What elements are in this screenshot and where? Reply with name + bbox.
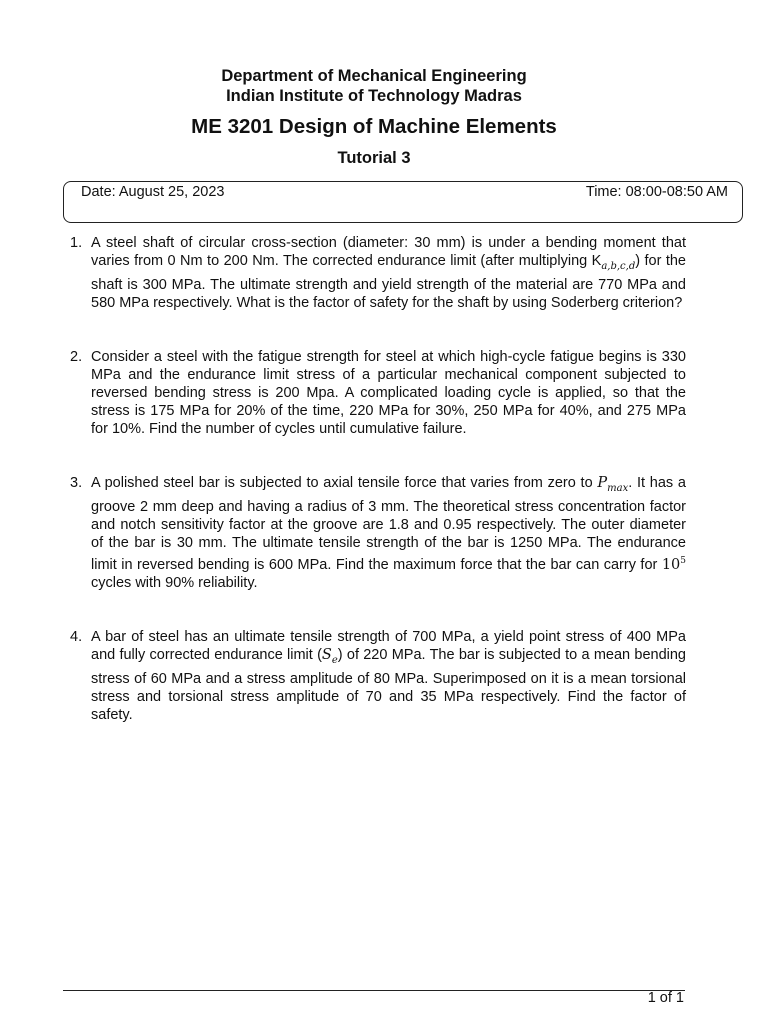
question-number: 2. xyxy=(70,348,83,365)
department-name: Department of Mechanical Engineering xyxy=(221,67,527,85)
date-text: Date: August 25, 2023 xyxy=(81,184,225,200)
question-2 xyxy=(70,348,686,438)
power-base: 10 xyxy=(661,556,681,573)
footer-divider xyxy=(63,990,685,991)
question-list xyxy=(70,234,686,760)
question-text-part: ) of 220 MPa. The bar is subjected to a mean bending stress of 60 MPa and a stress amplitude of 80 MPa. Superimposed on it is a mean torsional stress and torsional stress amplitude of 70 and 35 MPa respectively. Find the factor of safety. xyxy=(91,646,686,723)
k-subscript: a,b,c,d xyxy=(601,260,636,272)
question-text-part: cycles with 90% reliability. xyxy=(91,574,258,591)
question-text xyxy=(91,235,686,311)
tutorial-title: Tutorial 3 xyxy=(337,149,411,167)
document-header xyxy=(0,66,748,168)
question-text: Consider a steel with the fatigue strength for steel at which high-cycle fatigue begins is 330 MPa and the endurance limit stress of a particular mechanical component subjected to reversed bending stress is 200 Mpa. A complicated loading cycle is applied, so that the stress is 175 MPa for 20% of the time, 220 MPa for 30%, 250 MPa for 40%, and 275 MPa for 10%. Find the number of cycles until cumulative failure. xyxy=(91,348,686,437)
question-text xyxy=(91,629,686,723)
page-number: 1 of 1 xyxy=(647,990,684,1006)
power-exponent: 5 xyxy=(680,555,686,566)
math-variable: S xyxy=(321,646,332,663)
question-4 xyxy=(70,628,686,724)
course-title: ME 3201 Design of Machine Elements xyxy=(191,115,557,138)
question-text-part: ) for the shaft is 300 MPa. The ultimate strength and yield strength of the material are 770 MPa and 580 MPa respectively. What is the factor of safety for the shaft by using Soderberg criterion? xyxy=(91,253,686,311)
question-text-part: A polished steel bar is subjected to axial tensile force that varies from zero to xyxy=(91,474,598,491)
date-time-box xyxy=(63,181,743,223)
institute-name: Indian Institute of Technology Madras xyxy=(226,87,522,105)
question-1 xyxy=(70,234,686,312)
question-text-part: A bar of steel has an ultimate tensile strength of 700 MPa, a yield point stress of 400 MPa and fully corrected endurance limit ( xyxy=(91,628,686,663)
question-number: 1. xyxy=(70,235,83,251)
question-text xyxy=(91,475,686,591)
se-symbol xyxy=(321,646,338,666)
question-text-part: A steel shaft of circular cross-section (diameter: 30 mm) is under a bending moment that varies from 0 Nm to 200 Nm. The corrected endurance limit (after multiplying K xyxy=(91,235,686,269)
p-max-symbol xyxy=(597,474,629,494)
question-number: 4. xyxy=(70,628,83,645)
time-text: Time: 08:00-08:50 AM xyxy=(585,184,728,200)
question-text-part: . It has a groove 2 mm deep and having a radius of 3 mm. The theoretical stress concentration factor and notch sensitivity factor at the groove are 1.8 and 0.95 respectively. The outer diameter of the bar is 30 mm. The ultimate tensile strength of the bar is 1250 MPa. The endurance limit in reversed bending is 600 MPa. Find the maximum force that the bar can carry for xyxy=(91,474,686,573)
power-of-ten xyxy=(662,557,686,573)
question-3 xyxy=(70,474,686,592)
math-subscript: max xyxy=(607,482,629,494)
math-variable: P xyxy=(597,474,608,491)
math-subscript: e xyxy=(331,654,338,666)
question-number: 3. xyxy=(70,474,83,491)
